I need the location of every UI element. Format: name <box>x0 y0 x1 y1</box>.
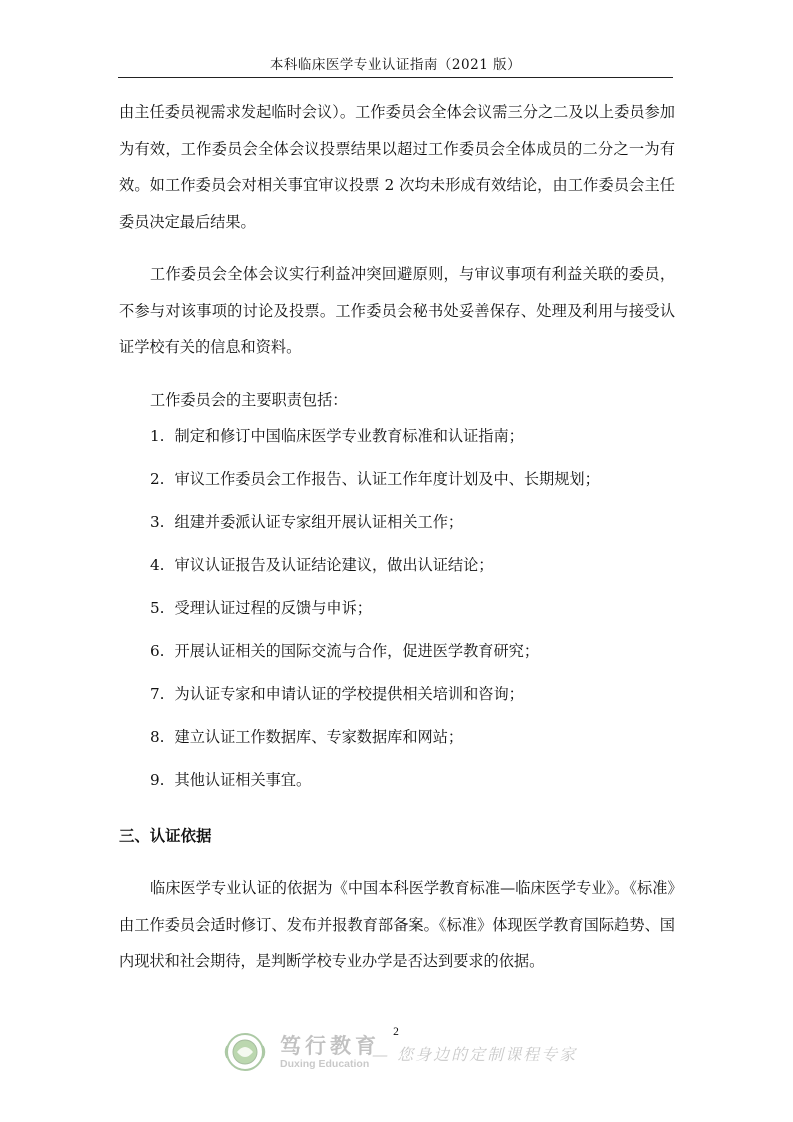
list-item-number: 6. <box>150 642 165 660</box>
brand-name-chinese: 笃行教育 <box>280 1033 380 1058</box>
brand-slogan: — 您身边的定制课程专家 <box>372 1045 578 1064</box>
list-item-number: 1. <box>150 427 165 445</box>
list-item-text: 开展认证相关的国际交流与合作，促进医学教育研究； <box>174 642 539 660</box>
duxing-logo-icon <box>222 1032 268 1072</box>
list-item <box>150 762 675 799</box>
list-item <box>150 676 675 713</box>
paragraph-conflict-of-interest: 工作委员会全体会议实行利益冲突回避原则，与审议事项有利益关联的委员，不参与对该事项的讨论及投票。工作委员会秘书处妥善保存、处理及利用与接受认证学校有关的信息和资料。 <box>119 265 675 356</box>
duties-list <box>119 418 675 799</box>
list-item-number: 2. <box>150 470 165 488</box>
paragraph-continuation: 由主任委员视需求发起临时会议）。工作委员会全体会议需三分之二及以上委员参加为有效，工作委员会全体会议投票结果以超过工作委员会全体成员的二分之一为有效。如工作委员会对相关事宜审议投票 2 次均未形成有效结论，由工作委员会主任委员决定最后结果。 <box>119 103 675 231</box>
page-number: 2 <box>393 1026 399 1038</box>
brand-name-english: Duxing Education <box>280 1058 370 1070</box>
list-item-number: 3. <box>150 513 165 531</box>
list-item-text: 其他认证相关事宜。 <box>174 771 312 789</box>
list-item-number: 4. <box>150 556 165 574</box>
list-item-text: 审议认证报告及认证结论建议，做出认证结论； <box>174 556 494 574</box>
list-item-text: 审议工作委员会工作报告、认证工作年度计划及中、长期规划； <box>174 470 600 488</box>
section-heading: 三、认证依据 <box>119 826 212 845</box>
list-item-text: 受理认证过程的反馈与申诉； <box>174 599 372 617</box>
list-item <box>150 633 675 670</box>
list-item <box>150 461 675 498</box>
paragraph-certification-basis: 临床医学专业认证的依据为《中国本科医学教育标准—临床医学专业》。《标准》由工作委员会适时修订、发布并报教育部备案。《标准》体现医学教育国际趋势、国内现状和社会期待，是判断学校专业办学是否达到要求的依据。 <box>119 879 675 970</box>
watermark <box>222 1030 582 1076</box>
list-item-text: 制定和修订中国临床医学专业教育标准和认证指南； <box>174 427 524 445</box>
document-body <box>119 94 675 980</box>
list-item <box>150 547 675 584</box>
list-item <box>150 719 675 756</box>
list-item-number: 9. <box>150 771 165 789</box>
running-header: 本科临床医学专业认证指南（2021 版） <box>118 53 673 78</box>
list-item <box>150 418 675 455</box>
list-item-number: 5. <box>150 599 165 617</box>
list-item <box>150 504 675 541</box>
list-item-text: 建立认证工作数据库、专家数据库和网站； <box>174 728 464 746</box>
list-item-text: 为认证专家和申请认证的学校提供相关培训和咨询； <box>174 685 524 703</box>
list-item-number: 8. <box>150 728 165 746</box>
list-item <box>150 590 675 627</box>
list-item-number: 7. <box>150 685 165 703</box>
paragraph-duties-intro: 工作委员会的主要职责包括： <box>150 390 348 409</box>
list-item-text: 组建并委派认证专家组开展认证相关工作； <box>174 513 464 531</box>
